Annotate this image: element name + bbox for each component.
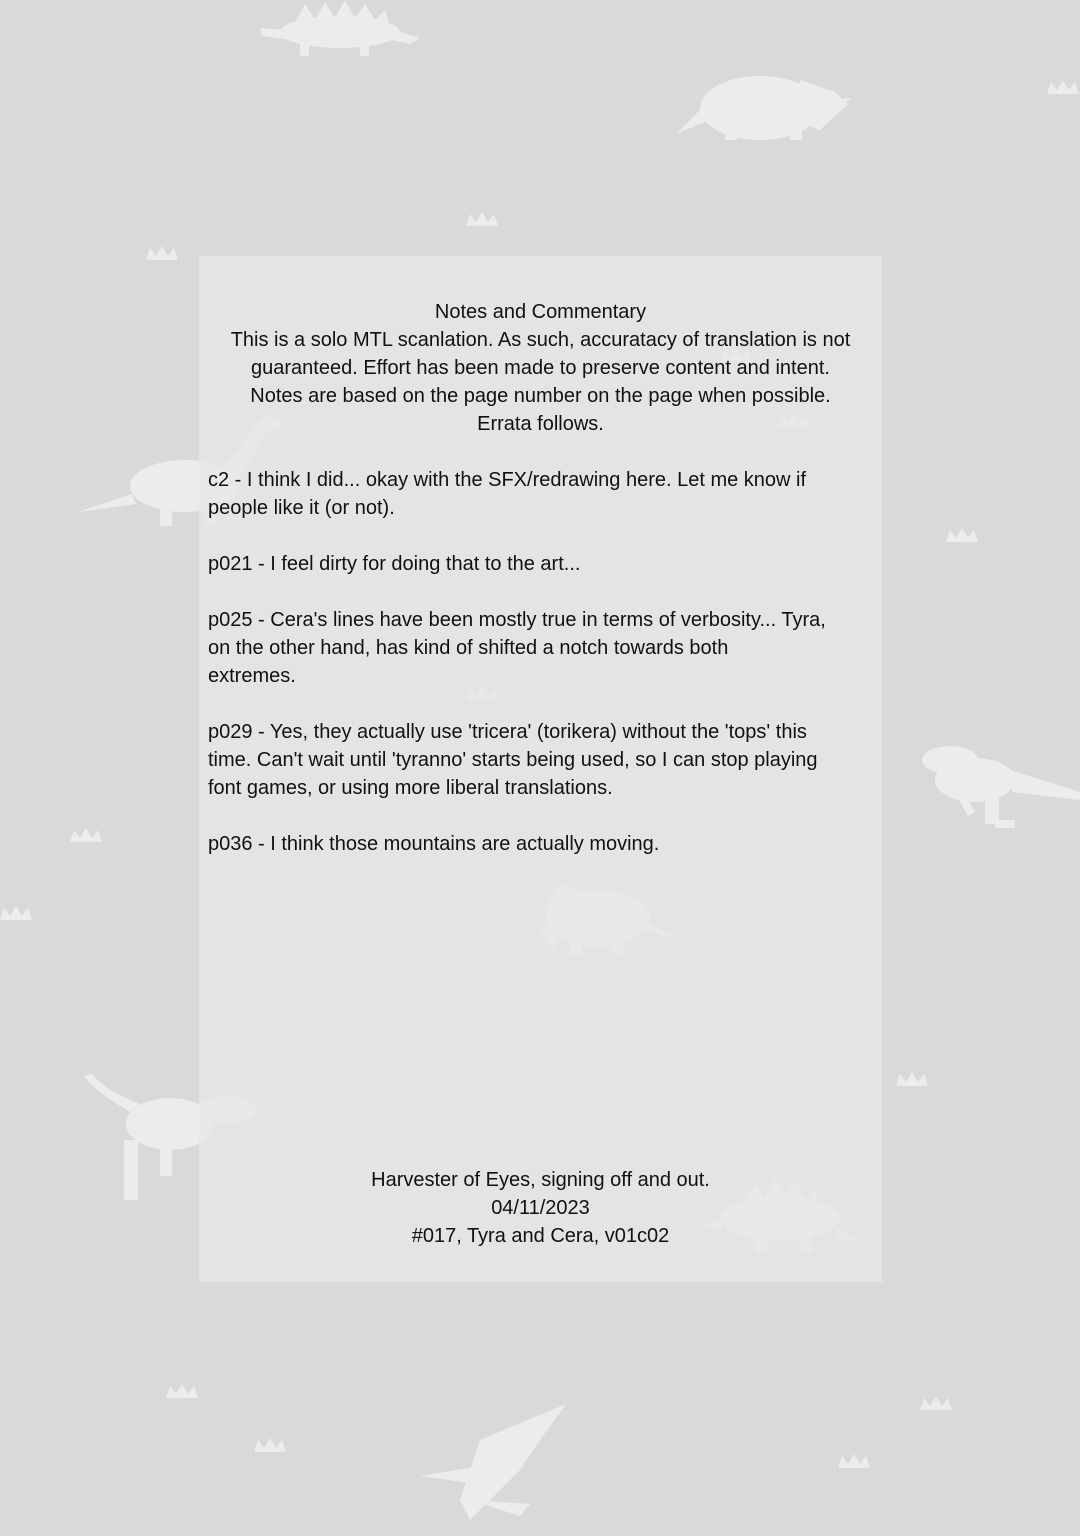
intro-line: Notes are based on the page number on the page when possible. — [250, 385, 831, 407]
note-entry-line: time. Can't wait until 'tyranno' starts being used, so I can stop playing — [208, 749, 818, 771]
note-entry-line: extremes. — [208, 665, 296, 687]
notes-title: Notes and Commentary — [434, 301, 647, 323]
signoff-line: Harvester of Eyes, signing off and out. — [371, 1169, 710, 1191]
note-entry-line: font games, or using more liberal translations. — [208, 777, 613, 799]
note-entry-line: p029 - Yes, they actually use 'tricera' (torikera) without the 'tops' this — [208, 721, 807, 743]
triceratops-icon — [676, 76, 852, 140]
note-entry-line: people like it (or not). — [208, 497, 395, 519]
note-entry-line: c2 - I think I did... okay with the SFX/redrawing here. Let me know if — [208, 469, 807, 491]
intro-line: Errata follows. — [477, 413, 604, 435]
tyrannosaurus-icon — [922, 746, 1080, 828]
note-entry-line: p036 - I think those mountains are actually moving. — [208, 833, 660, 855]
intro-line: This is a solo MTL scanlation. As such, accuratacy of translation is not — [230, 329, 851, 351]
signoff-release: #017, Tyra and Cera, v01c02 — [411, 1225, 670, 1247]
note-entry-line: on the other hand, has kind of shifted a notch towards both — [208, 637, 729, 659]
note-entry-line: p025 - Cera's lines have been mostly true in terms of verbosity... Tyra, — [208, 609, 826, 631]
pterosaur-icon — [420, 1404, 566, 1520]
stegosaurus-icon — [260, 0, 420, 56]
note-entry-line: p021 - I feel dirty for doing that to the art... — [208, 553, 581, 575]
signoff-date: 04/11/2023 — [491, 1197, 590, 1219]
intro-line: guaranteed. Effort has been made to preserve content and intent. — [251, 357, 830, 379]
